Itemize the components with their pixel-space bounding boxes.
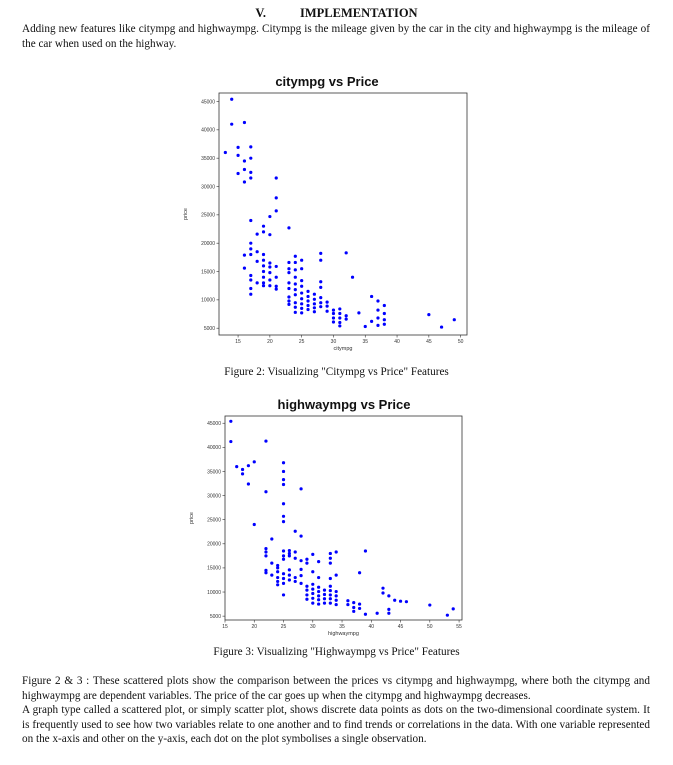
data-point xyxy=(319,286,322,289)
data-point xyxy=(249,247,252,250)
data-point xyxy=(294,268,297,271)
x-tick-label: 15 xyxy=(235,339,241,345)
data-point xyxy=(287,295,290,298)
data-point xyxy=(294,261,297,264)
data-point xyxy=(326,304,329,307)
x-tick-label: 20 xyxy=(251,624,258,630)
data-point xyxy=(332,320,335,323)
data-point xyxy=(376,299,379,302)
y-tick-label: 20000 xyxy=(201,240,215,247)
x-tick-label: 30 xyxy=(309,624,316,630)
data-point xyxy=(268,261,271,264)
data-point xyxy=(326,310,329,313)
data-point xyxy=(268,215,271,218)
data-point xyxy=(383,304,386,307)
data-point xyxy=(287,261,290,264)
figure-3-caption: Figure 3: Visualizing "Highwaympg vs Price" Features xyxy=(213,646,460,658)
data-point xyxy=(376,308,379,311)
data-point xyxy=(287,267,290,270)
data-point xyxy=(294,276,297,279)
data-point xyxy=(364,325,367,328)
y-tick-label: 45000 xyxy=(201,99,215,106)
x-tick-label: 45 xyxy=(426,339,432,345)
x-tick-label: 45 xyxy=(397,624,404,630)
data-point xyxy=(287,287,290,290)
data-point xyxy=(313,302,316,305)
data-point xyxy=(249,171,252,174)
data-point xyxy=(262,230,265,233)
data-point xyxy=(351,276,354,279)
data-point xyxy=(256,250,259,253)
data-point xyxy=(300,279,303,282)
data-point xyxy=(275,196,278,199)
data-point xyxy=(275,265,278,268)
figure-2-caption: Figure 2: Visualizing "Citympg vs Price" Features xyxy=(224,366,449,378)
data-point xyxy=(313,310,316,313)
data-point xyxy=(294,288,297,291)
data-point xyxy=(262,253,265,256)
data-point xyxy=(300,307,303,310)
x-axis-label: citympg xyxy=(333,346,353,352)
data-point xyxy=(287,303,290,306)
discussion-paragraph-1: Figure 2 & 3 : These scattered plots show the comparison between the prices vs citympg and highwaympg, where both the citympg and highwaympg are dependent variables. The price of the car goes up when the citympg and highwaympg decreases. xyxy=(22,675,650,702)
data-point xyxy=(294,311,297,314)
data-point xyxy=(262,225,265,228)
data-point xyxy=(268,233,271,236)
data-point xyxy=(262,281,265,284)
x-tick-label: 50 xyxy=(427,624,433,630)
data-point xyxy=(319,301,322,304)
data-point xyxy=(287,226,290,229)
data-point xyxy=(338,312,341,315)
data-point xyxy=(332,316,335,319)
data-point xyxy=(345,251,348,254)
data-point xyxy=(427,313,430,316)
data-point xyxy=(249,157,252,160)
y-tick-label: 20000 xyxy=(207,541,221,548)
y-tick-label: 15000 xyxy=(201,269,215,276)
data-point xyxy=(249,253,252,256)
y-tick-label: 30000 xyxy=(201,184,215,191)
data-point xyxy=(275,285,278,288)
x-tick-label: 25 xyxy=(280,624,287,630)
data-point xyxy=(294,293,297,296)
data-point xyxy=(370,295,373,298)
data-point xyxy=(262,284,265,287)
section-number: V. xyxy=(255,6,266,20)
y-tick-label: 25000 xyxy=(207,517,221,524)
data-point xyxy=(440,325,443,328)
data-point xyxy=(262,259,265,262)
y-tick-label: 40000 xyxy=(207,445,221,452)
data-point xyxy=(345,318,348,321)
x-tick-label: 50 xyxy=(457,339,464,345)
data-point xyxy=(383,323,386,326)
data-point xyxy=(275,176,278,179)
data-point xyxy=(249,278,252,281)
x-tick-label: 25 xyxy=(298,339,305,345)
data-point xyxy=(249,293,252,296)
y-tick-label: 5000 xyxy=(209,613,221,620)
data-point xyxy=(287,299,290,302)
y-axis-label: price xyxy=(183,208,189,220)
x-tick-label: 20 xyxy=(267,339,273,345)
y-axis-label: price xyxy=(189,512,195,524)
data-point xyxy=(249,242,252,245)
y-tick-label: 30000 xyxy=(207,493,221,500)
data-point xyxy=(306,304,309,307)
y-tick-label: 10000 xyxy=(207,589,221,596)
data-point xyxy=(275,209,278,212)
x-tick-label: 40 xyxy=(368,624,375,630)
data-point xyxy=(376,324,379,327)
data-point xyxy=(370,320,373,323)
discussion-paragraph-2: A graph type called a scattered plot, or simply scatter plot, shows discrete data points as dots on the two-dimensional coordinate system. It is frequently used to see how two variables relate to one another and to find trends or correlations in the data. With one variable represented on the x-axis and other on the y-axis, each dot on the plot symbolises a single observation. xyxy=(22,704,650,746)
data-point xyxy=(300,311,303,314)
data-point xyxy=(294,301,297,304)
data-point xyxy=(376,316,379,319)
data-point xyxy=(262,264,265,267)
data-point xyxy=(256,281,259,284)
data-point xyxy=(249,145,252,148)
data-point xyxy=(256,233,259,236)
section-title: IMPLEMENTATION xyxy=(299,6,418,20)
data-point xyxy=(313,298,316,301)
data-point xyxy=(383,318,386,321)
plot-frame xyxy=(219,93,467,335)
data-point xyxy=(300,285,303,288)
data-point xyxy=(230,123,233,126)
data-point xyxy=(249,219,252,222)
y-tick-label: 10000 xyxy=(201,297,215,304)
data-point xyxy=(319,305,322,308)
x-tick-label: 15 xyxy=(222,624,228,630)
data-point xyxy=(243,121,246,124)
data-point xyxy=(262,276,265,279)
data-point xyxy=(383,312,386,315)
x-tick-label: 35 xyxy=(362,339,369,345)
chart-title-citympg: citympg vs Price xyxy=(275,74,379,89)
x-tick-label: 40 xyxy=(394,339,400,345)
data-point xyxy=(319,252,322,255)
data-point xyxy=(294,306,297,309)
data-point xyxy=(300,267,303,270)
data-point xyxy=(332,312,335,315)
data-point xyxy=(326,301,329,304)
data-point xyxy=(275,287,278,290)
data-point xyxy=(249,287,252,290)
data-point xyxy=(306,308,309,311)
data-point xyxy=(249,274,252,277)
data-point xyxy=(300,297,303,300)
data-point xyxy=(243,159,246,162)
data-point xyxy=(313,306,316,309)
data-point xyxy=(319,296,322,299)
data-point xyxy=(268,265,271,268)
data-point xyxy=(224,151,227,154)
x-tick-label: 35 xyxy=(339,624,345,630)
data-point xyxy=(287,271,290,274)
data-point xyxy=(249,176,252,179)
data-point xyxy=(319,259,322,262)
data-point xyxy=(319,280,322,283)
data-point xyxy=(306,290,309,293)
discussion-block xyxy=(22,674,650,747)
data-point xyxy=(236,154,239,157)
data-point xyxy=(306,295,309,298)
data-point xyxy=(268,278,271,281)
y-tick-label: 25000 xyxy=(201,212,215,219)
data-point xyxy=(338,324,341,327)
data-point xyxy=(294,282,297,285)
data-point xyxy=(236,146,239,149)
data-point xyxy=(236,172,239,175)
data-point xyxy=(313,293,316,296)
data-point xyxy=(338,307,341,310)
y-tick-label: 45000 xyxy=(207,421,221,428)
data-point xyxy=(357,311,360,314)
intro-paragraph: Adding new features like citympg and highwaympg. Citympg is the mileage given by the car in the city and highwaympg is the mileage of the car when used on the highway. xyxy=(22,23,650,50)
data-point xyxy=(306,299,309,302)
data-point xyxy=(332,308,335,311)
chart-title-highwaympg: highwaympg vs Price xyxy=(277,397,411,412)
data-point xyxy=(243,267,246,270)
data-point xyxy=(262,270,265,273)
y-tick-label: 5000 xyxy=(203,325,215,332)
data-point xyxy=(338,321,341,324)
data-point xyxy=(300,302,303,305)
x-axis-label: highwaympg xyxy=(328,631,359,637)
y-tick-label: 15000 xyxy=(207,565,221,572)
data-point xyxy=(300,259,303,262)
data-point xyxy=(268,284,271,287)
data-point xyxy=(345,314,348,317)
data-point xyxy=(256,260,259,263)
data-point xyxy=(243,168,246,171)
data-point xyxy=(287,281,290,284)
y-tick-label: 35000 xyxy=(201,155,215,162)
y-tick-label: 40000 xyxy=(201,127,215,134)
data-point xyxy=(275,276,278,279)
data-point xyxy=(243,180,246,183)
data-point xyxy=(453,318,456,321)
data-point xyxy=(294,255,297,258)
data-point xyxy=(230,98,233,101)
data-point xyxy=(268,271,271,274)
y-tick-label: 35000 xyxy=(207,469,221,476)
x-tick-label: 30 xyxy=(330,339,337,345)
data-point xyxy=(338,316,341,319)
data-point xyxy=(300,291,303,294)
data-point xyxy=(243,253,246,256)
x-tick-label: 55 xyxy=(456,624,462,630)
